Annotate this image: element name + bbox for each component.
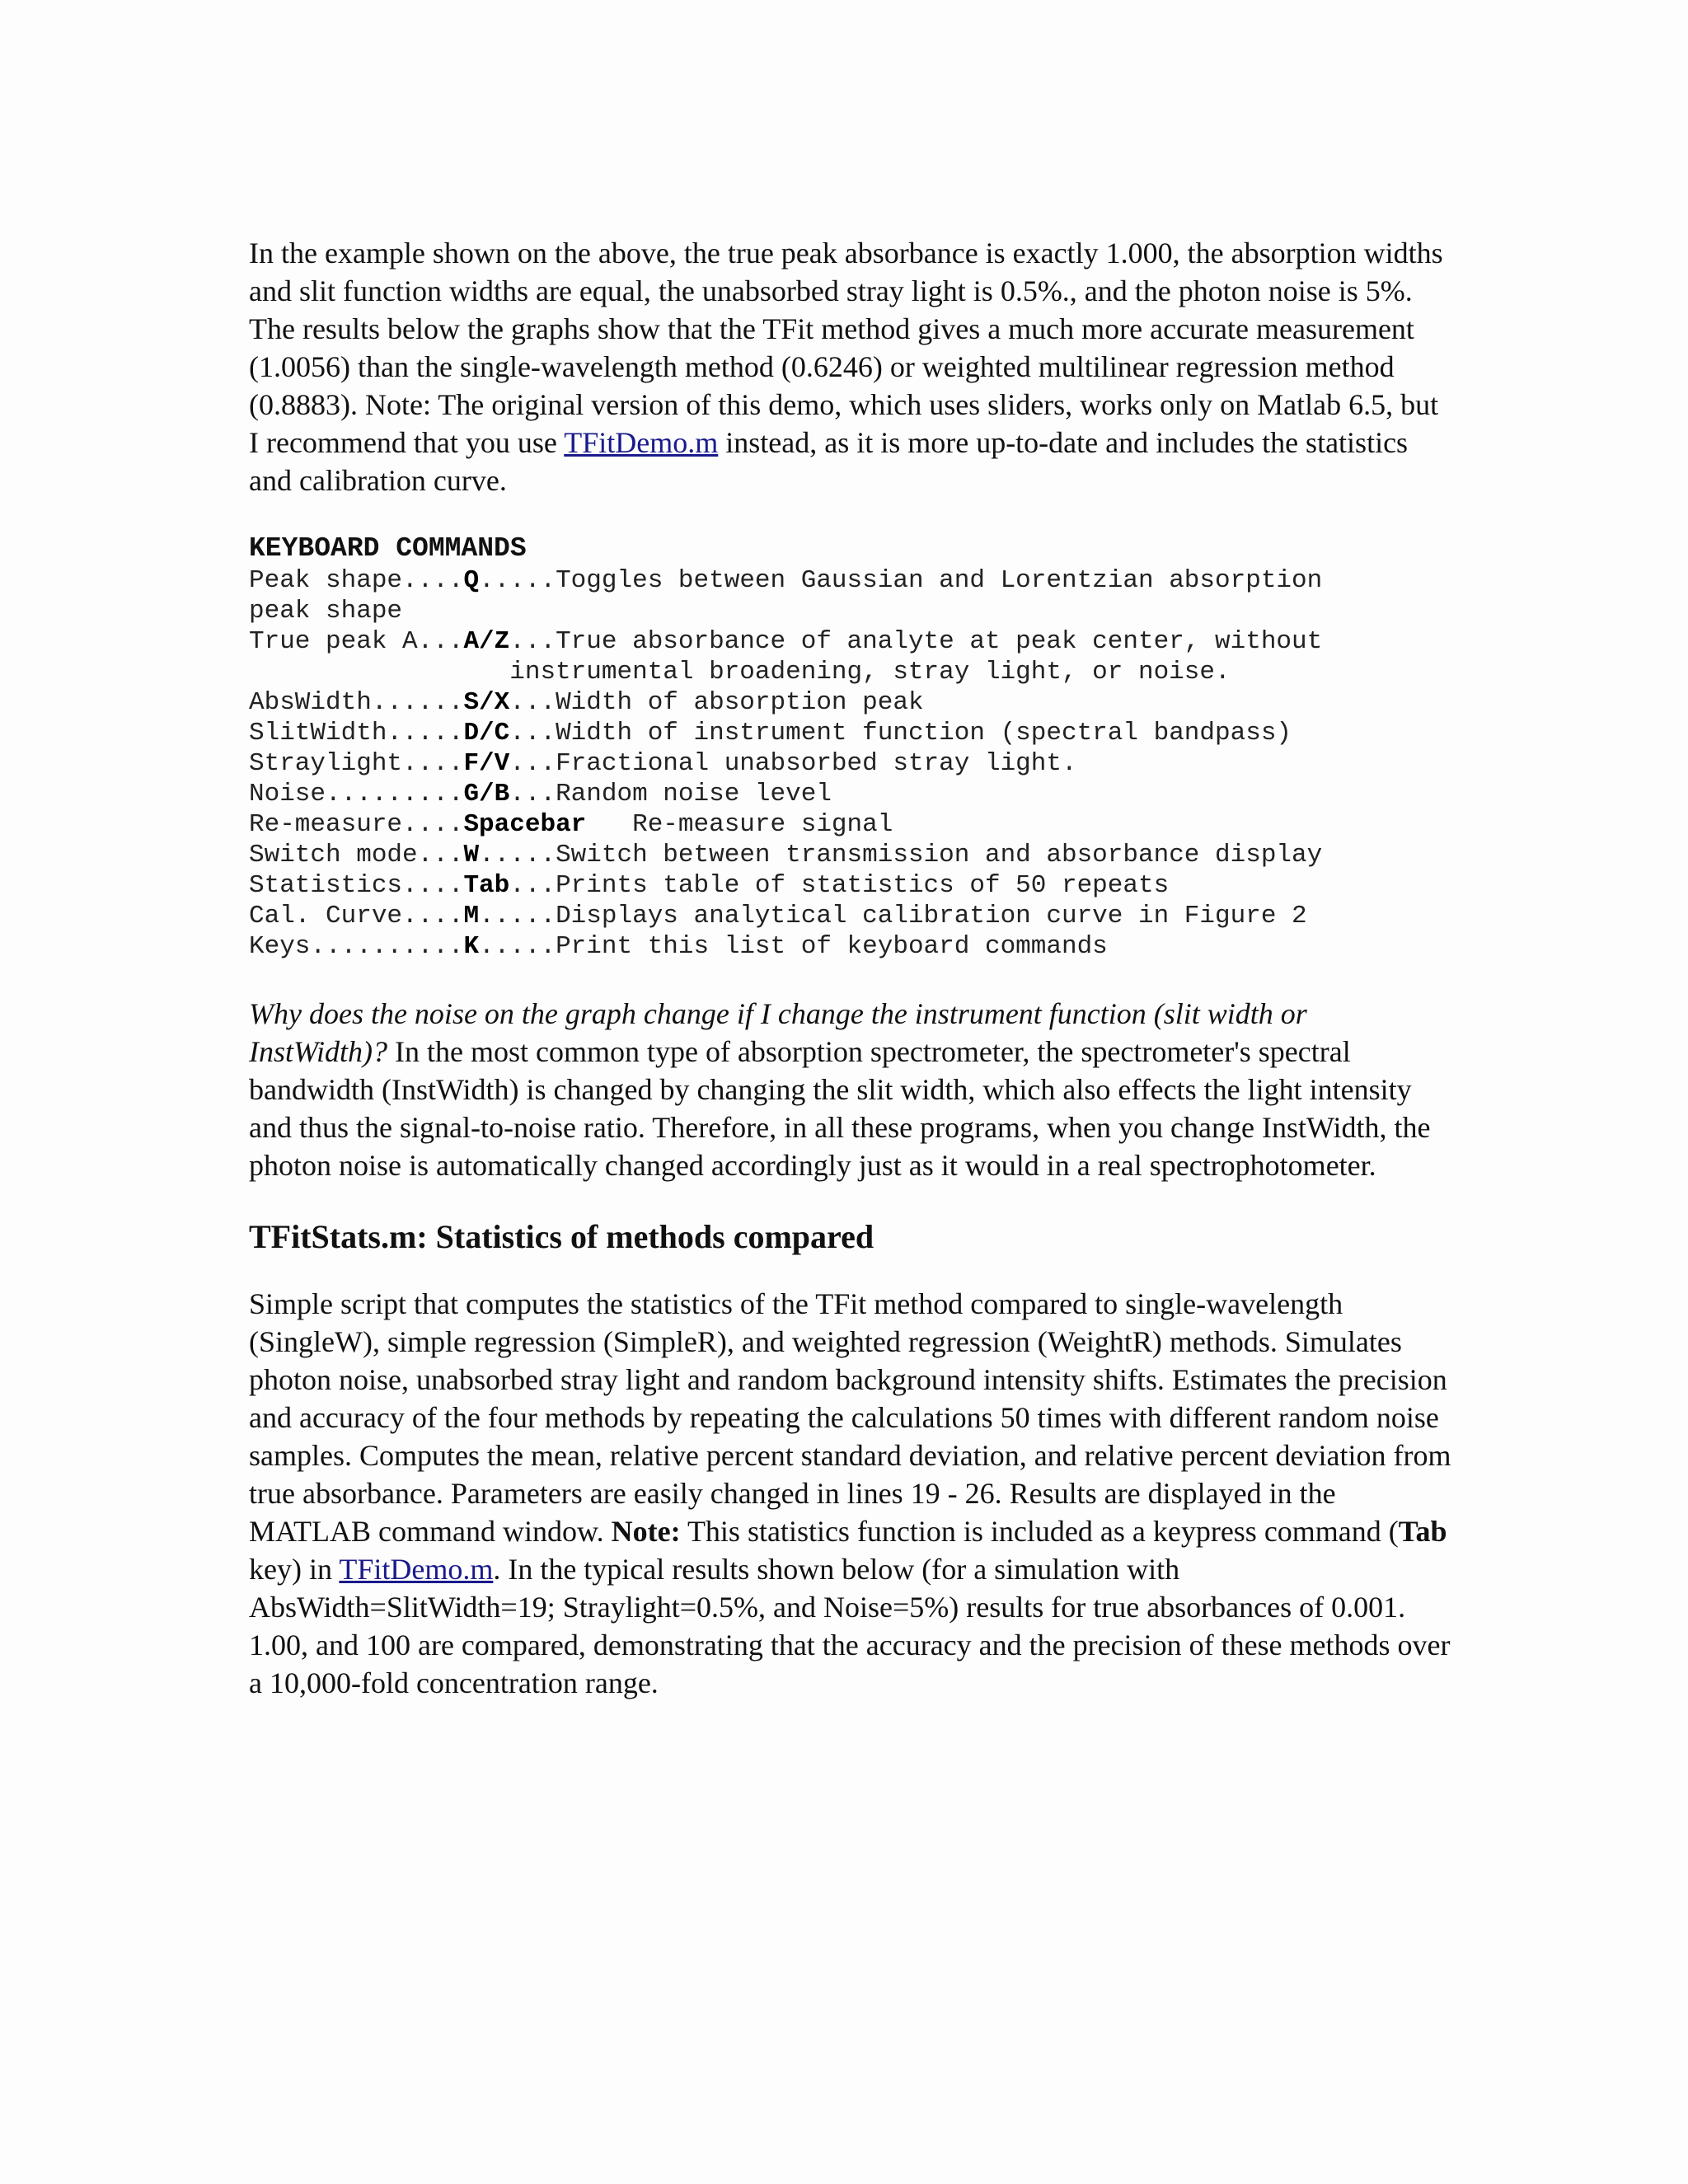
command-label: Keys..........: [249, 932, 464, 961]
command-description: ...Width of instrument function (spectral bandpass): [509, 719, 1292, 748]
command-key: Spacebar: [463, 810, 587, 839]
command-label: Switch mode...: [249, 841, 464, 869]
keyboard-command-row: [249, 657, 1452, 687]
keyboard-commands-list: [249, 565, 1452, 962]
command-key: K: [463, 932, 480, 961]
keyboard-command-row: [249, 565, 1452, 596]
tfitdemo-link[interactable]: TFitDemo.m: [564, 426, 719, 459]
keyboard-command-row: [249, 596, 1452, 626]
command-label: Re-measure....: [249, 810, 464, 839]
noise-answer: In the most common type of absorption spectrometer, the spectrometer's spectral bandwidth (InstWidth) is changed by changing the slit width, which also effects the light intensity and thus the signal-to-noise ratio. Therefore, in all these programs, when you change InstWidth, the photon noise is automatically changed accordingly just as it would in a real spectrophotometer.: [249, 1035, 1431, 1182]
command-key: A/Z: [463, 627, 510, 656]
command-description: ...Fractional unabsorbed stray light.: [509, 749, 1077, 778]
section-text-3: key) in: [249, 1553, 340, 1586]
command-key: M: [463, 902, 480, 930]
intro-text-end: instead, as it is more up-to-date and includes the statistics and calibration curve.: [249, 426, 1409, 497]
keyboard-command-row: [249, 809, 1452, 840]
document-body: [249, 234, 1452, 1702]
command-description: ...Prints table of statistics of 50 repeats: [509, 871, 1170, 900]
command-description: .....Switch between transmission and absorbance display: [479, 841, 1323, 869]
command-description: ...Width of absorption peak: [509, 688, 924, 717]
command-key: S/X: [463, 688, 510, 717]
command-label: instrumental broadening, stray light, or noise.: [249, 658, 1231, 687]
command-label: Straylight....: [249, 749, 464, 778]
command-key: F/V: [463, 749, 510, 778]
keyboard-command-row: [249, 718, 1452, 748]
noise-question: Why does the noise on the graph change if I change the instrument function (slit width or InstWidth)?: [249, 997, 1307, 1068]
section-text: Simple script that computes the statistics of the TFit method compared to single-wavelength (SingleW), simple regression (SimpleR), and weighted regression (WeightR) methods. Simulates photon noise, unabsorbed stray light and random background intensity shifts. Estimates the precision and accuracy of the four methods by repeating the calculations 50 times with different random noise samples. Computes the mean, relative percent standard deviation, and relative percent deviation from true absorbance. Parameters are easily changed in lines 19 - 26. Results are displayed in the MATLAB command window.: [249, 1287, 1451, 1548]
command-description: ...Random noise level: [509, 780, 832, 808]
section-text-4: . In the typical results shown below (for a simulation with AbsWidth=SlitWidth=19; Straylight=0.5%, and Noise=5%) results for true absorbances of 0.001. 1.00, and 100 are compared, demonstrating that the accuracy and the precision of these methods over a 10,000-fold concentration range.: [249, 1553, 1451, 1699]
command-label: Statistics....: [249, 871, 464, 900]
command-label: Noise.........: [249, 780, 464, 808]
keyboard-commands-heading: KEYBOARD COMMANDS: [249, 533, 527, 564]
command-description: .....Toggles between Gaussian and Lorentzian absorption: [479, 566, 1323, 595]
keyboard-command-row: [249, 687, 1452, 718]
intro-text: In the example shown on the above, the true peak absorbance is exactly 1.000, the absorption widths and slit function widths are equal, the unabsorbed stray light is 0.5%., and the photon noise is 5%. The results below the graphs show that the TFit method gives a much more accurate measurement (1.0056) than the single-wavelength method (0.6246) or weighted multilinear regression method (0.8883). Note: The original version of this demo, which uses sliders, works only on Matlab 6.5, but I recommend that you use: [249, 237, 1443, 459]
command-key: D/C: [463, 719, 510, 748]
command-label: Cal. Curve....: [249, 902, 464, 930]
command-label: AbsWidth......: [249, 688, 464, 717]
section-heading: TFitStats.m: Statistics of methods compared: [249, 1218, 874, 1255]
command-description: .....Print this list of keyboard commands: [479, 932, 1108, 961]
command-key: Tab: [463, 871, 510, 900]
keyboard-command-row: [249, 870, 1452, 901]
command-label: True peak A...: [249, 627, 464, 656]
command-description: .....Displays analytical calibration curve in Figure 2: [479, 902, 1307, 930]
section-paragraph: [249, 1285, 1452, 1702]
command-description: ...True absorbance of analyte at peak center, without: [509, 627, 1323, 656]
command-label: peak shape: [249, 597, 403, 626]
command-key: W: [463, 841, 480, 869]
keyboard-command-row: [249, 901, 1452, 931]
keyboard-command-row: [249, 626, 1452, 657]
keyboard-command-row: [249, 779, 1452, 809]
command-key: G/B: [463, 780, 510, 808]
note-label: Note:: [611, 1515, 681, 1548]
command-label: Peak shape....: [249, 566, 464, 595]
tfitdemo-link-2[interactable]: TFitDemo.m: [339, 1553, 494, 1586]
noise-question-paragraph: [249, 995, 1452, 1184]
command-label: SlitWidth.....: [249, 719, 464, 748]
intro-paragraph: [249, 234, 1452, 499]
keyboard-command-row: [249, 931, 1452, 962]
command-description: Re-measure signal: [586, 810, 893, 839]
keyboard-command-row: [249, 840, 1452, 870]
section-text-2: This statistics function is included as a keypress command (: [680, 1515, 1399, 1548]
command-key: Q: [463, 566, 480, 595]
tab-key-label: Tab: [1398, 1515, 1447, 1548]
keyboard-command-row: [249, 748, 1452, 779]
